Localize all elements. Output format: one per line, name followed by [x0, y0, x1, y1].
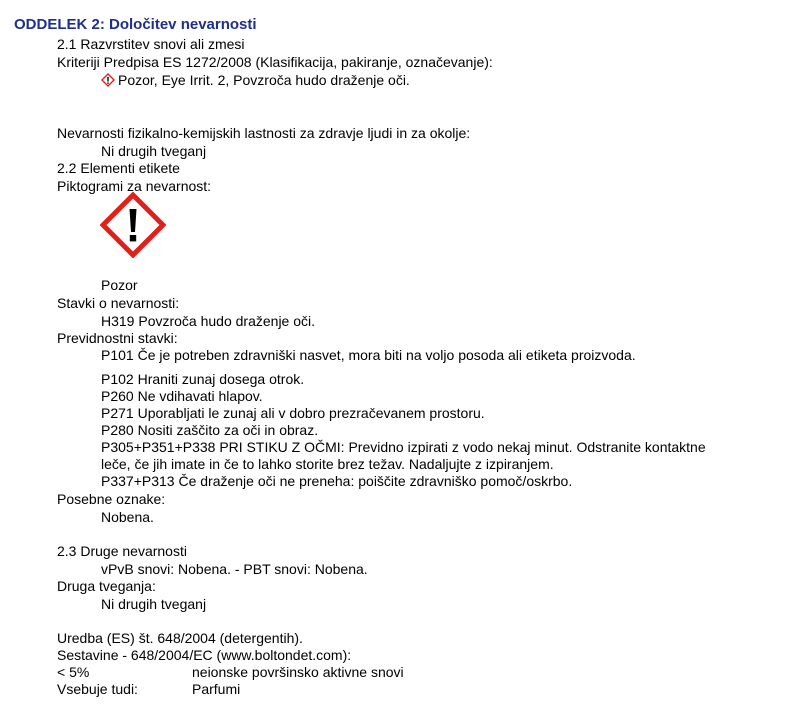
precaution-p305-line2: leče, če jih imate in če to lahko storite brez težav. Nadaljujte z izpiranjem. [101, 456, 554, 472]
special-value: Nobena. [101, 509, 154, 525]
criteria-text: Kriteriji Predpisa ES 1272/2008 (Klasifikacija, pakiranje, označevanje): [57, 54, 493, 70]
ghs07-exclamation-icon [100, 192, 166, 258]
contains-value: Parfumi [192, 681, 241, 697]
vpvb-text: vPvB snovi: Nobena. - PBT snovi: Nobena. [101, 561, 368, 577]
contains-label: Vsebuje tudi: [57, 681, 138, 697]
composition-pct-value: neionske površinsko aktivne snovi [192, 664, 404, 680]
precaution-p101: P101 Če je potreben zdravniški nasvet, mora biti na voljo posoda ali etiketa proizvoda. [101, 347, 636, 363]
precaution-p337: P337+P313 Če draženje oči ne preneha: poiščite zdravniško pomoč/oskrbo. [101, 473, 573, 489]
other-risks-value: Ni drugih tveganj [101, 596, 207, 612]
precaution-p271: P271 Uporabljati le zunaj ali v dobro prezračevanem prostoru. [101, 405, 485, 421]
pictograms-label: Piktogrami za nevarnost: [57, 178, 212, 194]
composition-text: Sestavine - 648/2004/EC (www.boltondet.com): [57, 647, 352, 663]
signal-word: Pozor [101, 277, 138, 293]
ghs-warning-small-icon [101, 73, 115, 91]
classification-text: Pozor, Eye Irrit. 2, Povzroča hudo draženje oči. [118, 72, 410, 88]
precaution-p280: P280 Nositi zaščito za oči in obraz. [101, 422, 319, 438]
composition-pct: < 5% [57, 664, 90, 680]
heading-2-2: 2.2 Elementi etikete [57, 160, 180, 176]
special-label: Posebne oznake: [57, 491, 166, 507]
heading-2-1: 2.1 Razvrstitev snovi ali zmesi [57, 36, 245, 52]
detergent-regulation: Uredba (ES) št. 648/2004 (detergentih). [57, 630, 303, 646]
hazard-statement: H319 Povzroča hudo draženje oči. [101, 313, 316, 329]
hazards-label: Nevarnosti fizikalno-kemijskih lastnosti za zdravje ljudi in za okolje: [57, 125, 471, 141]
classification-line [101, 72, 410, 91]
precaution-p305-line1: P305+P351+P338 PRI STIKU Z OČMI: Previdno izpirati z vodo nekaj minut. Odstranite kontaktne [101, 439, 706, 455]
hazard-statements-label: Stavki o nevarnosti: [57, 295, 180, 311]
precaution-p102: P102 Hraniti zunaj dosega otrok. [101, 371, 305, 387]
other-risks-label: Druga tveganja: [57, 578, 156, 594]
precaution-p260: P260 Ne vdihavati hlapov. [101, 388, 263, 404]
heading-2-3: 2.3 Druge nevarnosti [57, 543, 187, 559]
hazards-value: Ni drugih tveganj [101, 143, 207, 159]
precaution-label: Previdnostni stavki: [57, 330, 178, 346]
section-title: ODDELEK 2: Določitev nevarnosti [14, 16, 257, 33]
